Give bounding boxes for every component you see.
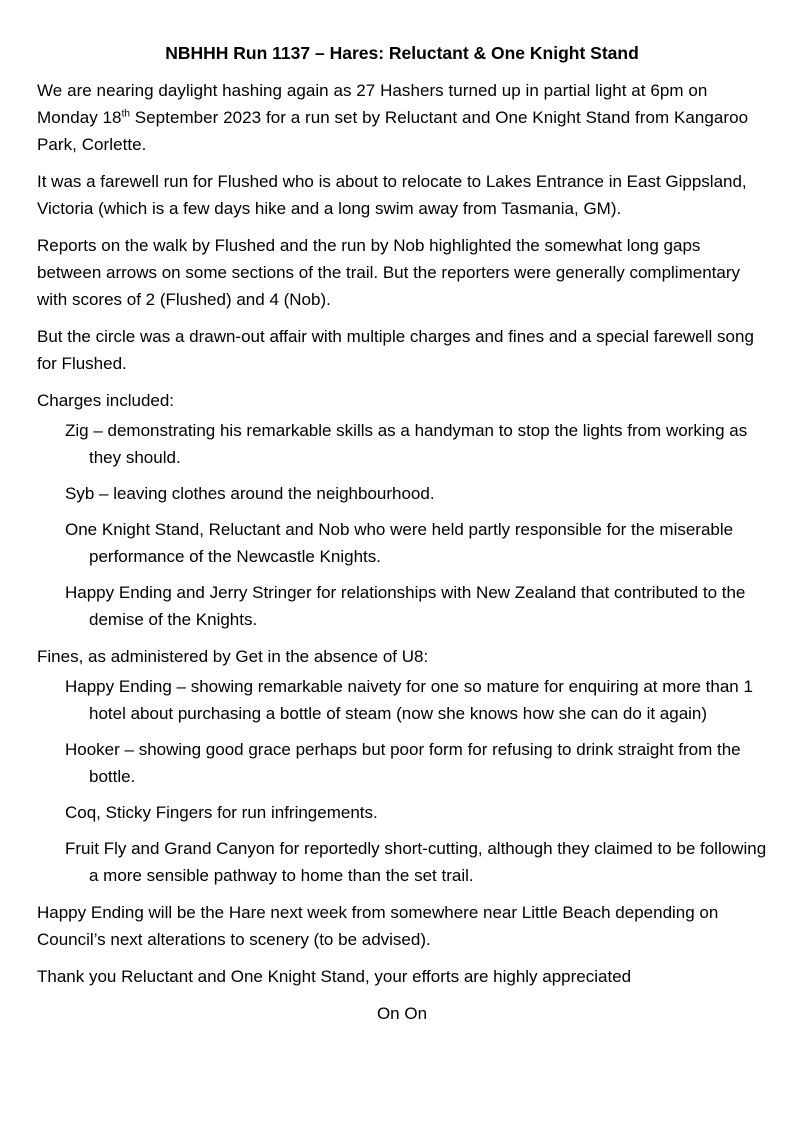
charge-item: Zig – demonstrating his remarkable skills as a handyman to stop the lights from working as they should. [65, 421, 748, 467]
fine-item: Coq, Sticky Fingers for run infringements. [65, 803, 378, 822]
next-hare-paragraph: Happy Ending will be the Hare next week from somewhere near Little Beach depending on Council’s next alterations to scenery (to be advised). [37, 903, 719, 949]
intro-paragraph [37, 77, 767, 158]
reports-paragraph: Reports on the walk by Flushed and the run by Nob highlighted the somewhat long gaps between arrows on some sections of the trail. But the reporters were generally complimentary with scores of 2 (Flushed) and 4 (Nob). [37, 236, 740, 309]
charge-item: Happy Ending and Jerry Stringer for relationships with New Zealand that contributed to the demise of the Knights. [65, 583, 746, 629]
signoff: On On [376, 1004, 428, 1023]
thanks-paragraph: Thank you Reluctant and One Knight Stand, your efforts are highly appreciated [37, 967, 632, 986]
charge-item: Syb – leaving clothes around the neighbourhood. [65, 484, 435, 503]
intro-text-start: We are nearing daylight hashing again as 27 Hashers turned up in partial light at 6pm on Monday 18 [37, 81, 708, 127]
fine-item: Happy Ending – showing remarkable naivety for one so mature for enquiring at more than 1 hotel about purchasing a bottle of steam (now she knows how she can do it again) [65, 677, 753, 723]
charge-item: One Knight Stand, Reluctant and Nob who were held partly responsible for the miserable performance of the Newcastle Knights. [65, 520, 734, 566]
intro-text-end: September 2023 for a run set by Reluctant and One Knight Stand from Kangaroo Park, Corlette. [37, 108, 749, 154]
page-title: NBHHH Run 1137 – Hares: Reluctant & One Knight Stand [165, 43, 639, 63]
document-page [37, 40, 767, 1027]
date-ordinal-suffix: th [121, 108, 131, 120]
farewell-paragraph: It was a farewell run for Flushed who is about to relocate to Lakes Entrance in East Gippsland, Victoria (which is a few days hike and a long swim away from Tasmania, GM). [37, 172, 747, 218]
fine-item: Hooker – showing good grace perhaps but poor form for refusing to drink straight from the bottle. [65, 740, 741, 786]
fines-section [37, 643, 767, 889]
charges-section [37, 387, 767, 633]
fine-item: Fruit Fly and Grand Canyon for reportedly short-cutting, although they claimed to be following a more sensible pathway to home than the set trail. [65, 839, 767, 885]
fines-heading: Fines, as administered by Get in the absence of U8: [37, 647, 429, 666]
circle-paragraph: But the circle was a drawn-out affair with multiple charges and fines and a special farewell song for Flushed. [37, 327, 754, 373]
charges-heading: Charges included: [37, 391, 175, 410]
